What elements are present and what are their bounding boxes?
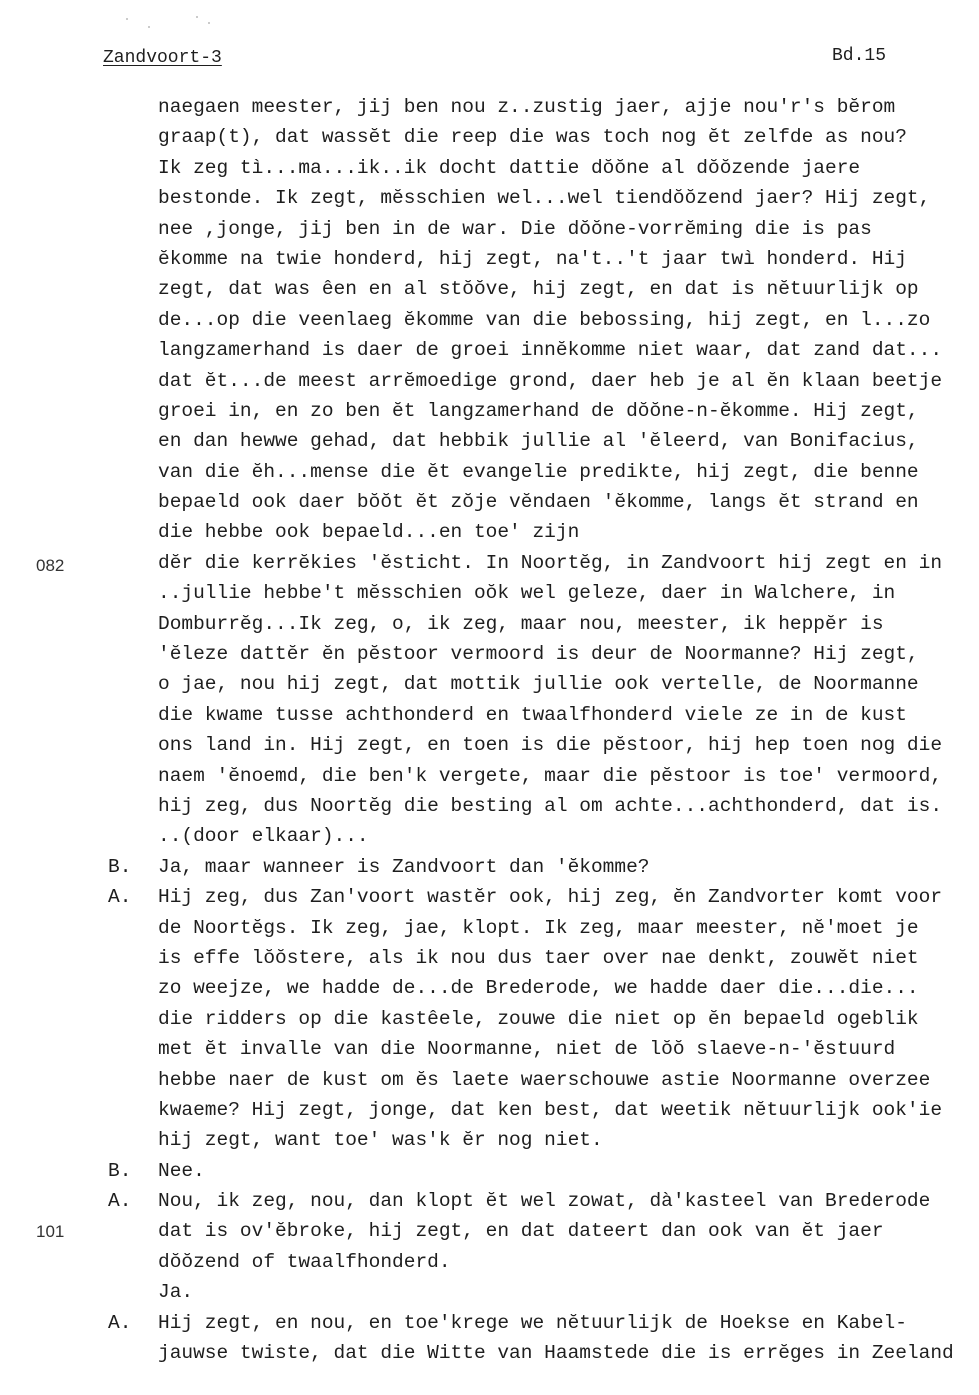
line-text: dat is ov'ĕbroke, hij zegt, en dat dateert dan ook van ĕt jaer	[158, 1220, 884, 1243]
line-text: Hij zegt, en nou, en toe'krege we nĕtuurlijk de Hoekse en Kabel-	[158, 1311, 907, 1334]
line-text: en dan hewwe gehad, dat hebbik jullie al 'ĕleerd, van Bonifacius,	[158, 430, 919, 453]
line-text: zo weejze, we hadde de...de Brederode, we hadde daer die...die...	[158, 977, 919, 1000]
line-text: de...op die veenlaeg ĕkomme van die bebossing, hij zegt, en l...zo	[158, 308, 931, 331]
line-text: jauwse twiste, dat die Witte van Haamstede die is errĕges in Zeeland	[158, 1342, 954, 1365]
transcript-line	[108, 1004, 979, 1034]
transcript-line	[108, 1277, 979, 1307]
transcript-line	[108, 1125, 979, 1155]
line-text: naegaen meester, jij ben nou z..zustig jaer, ajje nou'r's bĕrom	[158, 96, 896, 118]
transcript-line	[108, 730, 979, 760]
line-text: ..jullie hebbe't mĕsschien oŏk wel geleze, daer in Walchere, in	[158, 582, 896, 605]
speaker-label: B.	[108, 1159, 132, 1182]
margin-counter: 101	[36, 1222, 65, 1241]
transcript-line	[108, 548, 979, 578]
line-text: dĕr die kerrĕkies 'ĕsticht. In Noortĕg, in Zandvoort hij zegt en in	[158, 551, 943, 574]
transcript-line	[108, 609, 979, 639]
transcript-line	[108, 761, 979, 791]
line-text: Domburrĕg...Ik zeg, o, ik zeg, maar nou, meester, ik heppĕr is	[158, 612, 884, 635]
speaker-label: A.	[108, 1190, 132, 1213]
margin-counter: 082	[36, 556, 65, 575]
transcript-line	[108, 366, 979, 396]
transcript-line	[108, 426, 979, 456]
transcript-line	[108, 700, 979, 730]
scan-speck	[208, 22, 210, 24]
transcript-line	[108, 943, 979, 973]
line-text: dŏŏzend of twaalfhonderd.	[158, 1250, 451, 1273]
speaker-label: A.	[108, 886, 132, 909]
transcript-line	[108, 457, 979, 487]
page-number: Bd.15	[832, 46, 887, 66]
transcript-line	[108, 1247, 979, 1277]
transcript-line	[108, 791, 979, 821]
line-text: groei in, en zo ben ĕt langzamerhand de dŏŏne-n-ĕkomme. Hij zegt,	[158, 399, 919, 422]
line-text: ..(door elkaar)...	[158, 825, 369, 848]
line-text: Nou, ik zeg, nou, dan klopt ĕt wel zowat, dà'kasteel van Brederode	[158, 1190, 931, 1213]
line-text: ĕkomme na twie honderd, hij zegt, na't..'t jaar twì honderd. Hij	[158, 247, 907, 270]
line-text: Ik zeg tì...ma...ik..ik docht dattie dŏŏne al dŏŏzende jaere	[158, 156, 861, 179]
transcript-line	[108, 882, 979, 912]
transcript-line	[108, 639, 979, 669]
transcript-line	[108, 1156, 979, 1186]
line-text: is effe lŏŏstere, als ik nou dus taer over nae denkt, zouwĕt niet	[158, 946, 919, 969]
transcript-line	[108, 1034, 979, 1064]
transcript-line	[108, 578, 979, 608]
transcript-body	[108, 92, 979, 1368]
line-text: die kwame tusse achthonderd en twaalfhonderd viele ze in de kust	[158, 703, 907, 726]
transcript-line	[108, 305, 979, 335]
line-text: Ja, maar wanneer is Zandvoort dan 'ĕkomme?	[158, 855, 650, 878]
transcript-line	[108, 669, 979, 699]
line-text: met ĕt invalle van die Noormanne, niet de lŏŏ slaeve-n-'ĕstuurd	[158, 1038, 896, 1061]
transcript-line	[108, 214, 979, 244]
transcript-line	[108, 487, 979, 517]
transcript-line	[108, 153, 979, 183]
line-text: 'ĕleze dattĕr ĕn pĕstoor vermoord is deur de Noormanne? Hij zegt,	[158, 643, 919, 666]
transcript-line	[108, 396, 979, 426]
transcript-line	[108, 1308, 979, 1338]
line-text: langzamerhand is daer de groei innĕkomme niet waar, dat zand dat...	[158, 339, 943, 362]
line-text: die ridders op die kastêele, zouwe die niet op ĕn bepaeld ogeblik	[158, 1007, 919, 1030]
line-text: bestonde. Ik zegt, mĕsschien wel...wel tiendŏŏzend jaer? Hij zegt,	[158, 187, 931, 210]
line-text: hij zeg, dus Noortĕg die besting al om achte...achthonderd, dat is.	[158, 794, 943, 817]
document-title: Zandvoort-3	[103, 48, 222, 68]
transcript-line	[108, 852, 979, 882]
line-text: Nee.	[158, 1159, 205, 1182]
transcript-line	[108, 1216, 979, 1246]
line-text: zegt, dat was êen en al stŏŏve, hij zegt, en dat is nĕtuurlijk op	[158, 278, 919, 301]
line-text: Ja.	[158, 1281, 194, 1304]
line-text: o jae, nou hij zegt, dat mottik jullie ook vertelle, de Noormanne	[158, 673, 919, 696]
transcript-line	[108, 183, 979, 213]
line-text: naem 'ĕnoemd, die ben'k vergete, maar die pĕstoor is toe' vermoord,	[158, 764, 943, 787]
transcript-line	[108, 274, 979, 304]
line-text: dat ĕt...de meest arrĕmoedige grond, daer heb je al ĕn klaan beetje	[158, 369, 943, 392]
transcript-line	[108, 821, 979, 851]
line-text: hij zegt, want toe' was'k ĕr nog niet.	[158, 1129, 603, 1152]
transcript-line	[108, 913, 979, 943]
speaker-label: A.	[108, 1311, 132, 1334]
line-text: die hebbe ook bepaeld...en toe' zijn	[158, 521, 580, 544]
transcript-line	[108, 1186, 979, 1216]
scan-speck	[196, 16, 198, 18]
transcript-line	[108, 1095, 979, 1125]
transcript-line	[108, 1065, 979, 1095]
transcript-line	[108, 122, 979, 152]
line-text: graap(t), dat wassĕt die reep die was toch nog ĕt zelfde as nou?	[158, 126, 907, 149]
transcript-line	[108, 517, 979, 547]
transcript-line	[108, 244, 979, 274]
line-text: nee ,jonge, jij ben in de war. Die dŏŏne-vorrĕming die is pas	[158, 217, 872, 240]
transcript-line	[108, 335, 979, 365]
line-text: ons land in. Hij zegt, en toen is die pĕstoor, hij hep toen nog die	[158, 734, 943, 757]
transcript-line	[108, 973, 979, 1003]
scan-speck	[126, 18, 128, 20]
scan-speck	[148, 26, 150, 28]
transcript-line	[108, 1338, 979, 1368]
speaker-label: B.	[108, 855, 132, 878]
transcript-line	[108, 92, 979, 122]
line-text: de Noortĕgs. Ik zeg, jae, klopt. Ik zeg, maar meester, nĕ'moet je	[158, 916, 919, 939]
line-text: kwaeme? Hij zegt, jonge, dat ken best, dat weetik nĕtuurlijk ook'ie	[158, 1098, 943, 1121]
line-text: van die ĕh...mense die ĕt evangelie predikte, hij zegt, die benne	[158, 460, 919, 483]
line-text: Hij zeg, dus Zan'voort wastĕr ook, hij zeg, ĕn Zandvorter komt voor	[158, 886, 943, 909]
line-text: hebbe naer de kust om ĕs laete waerschouwe astie Noormanne overzee	[158, 1068, 931, 1091]
line-text: bepaeld ook daer bŏŏt ĕt zŏje vĕndaen 'ĕkomme, langs ĕt strand en	[158, 491, 919, 514]
